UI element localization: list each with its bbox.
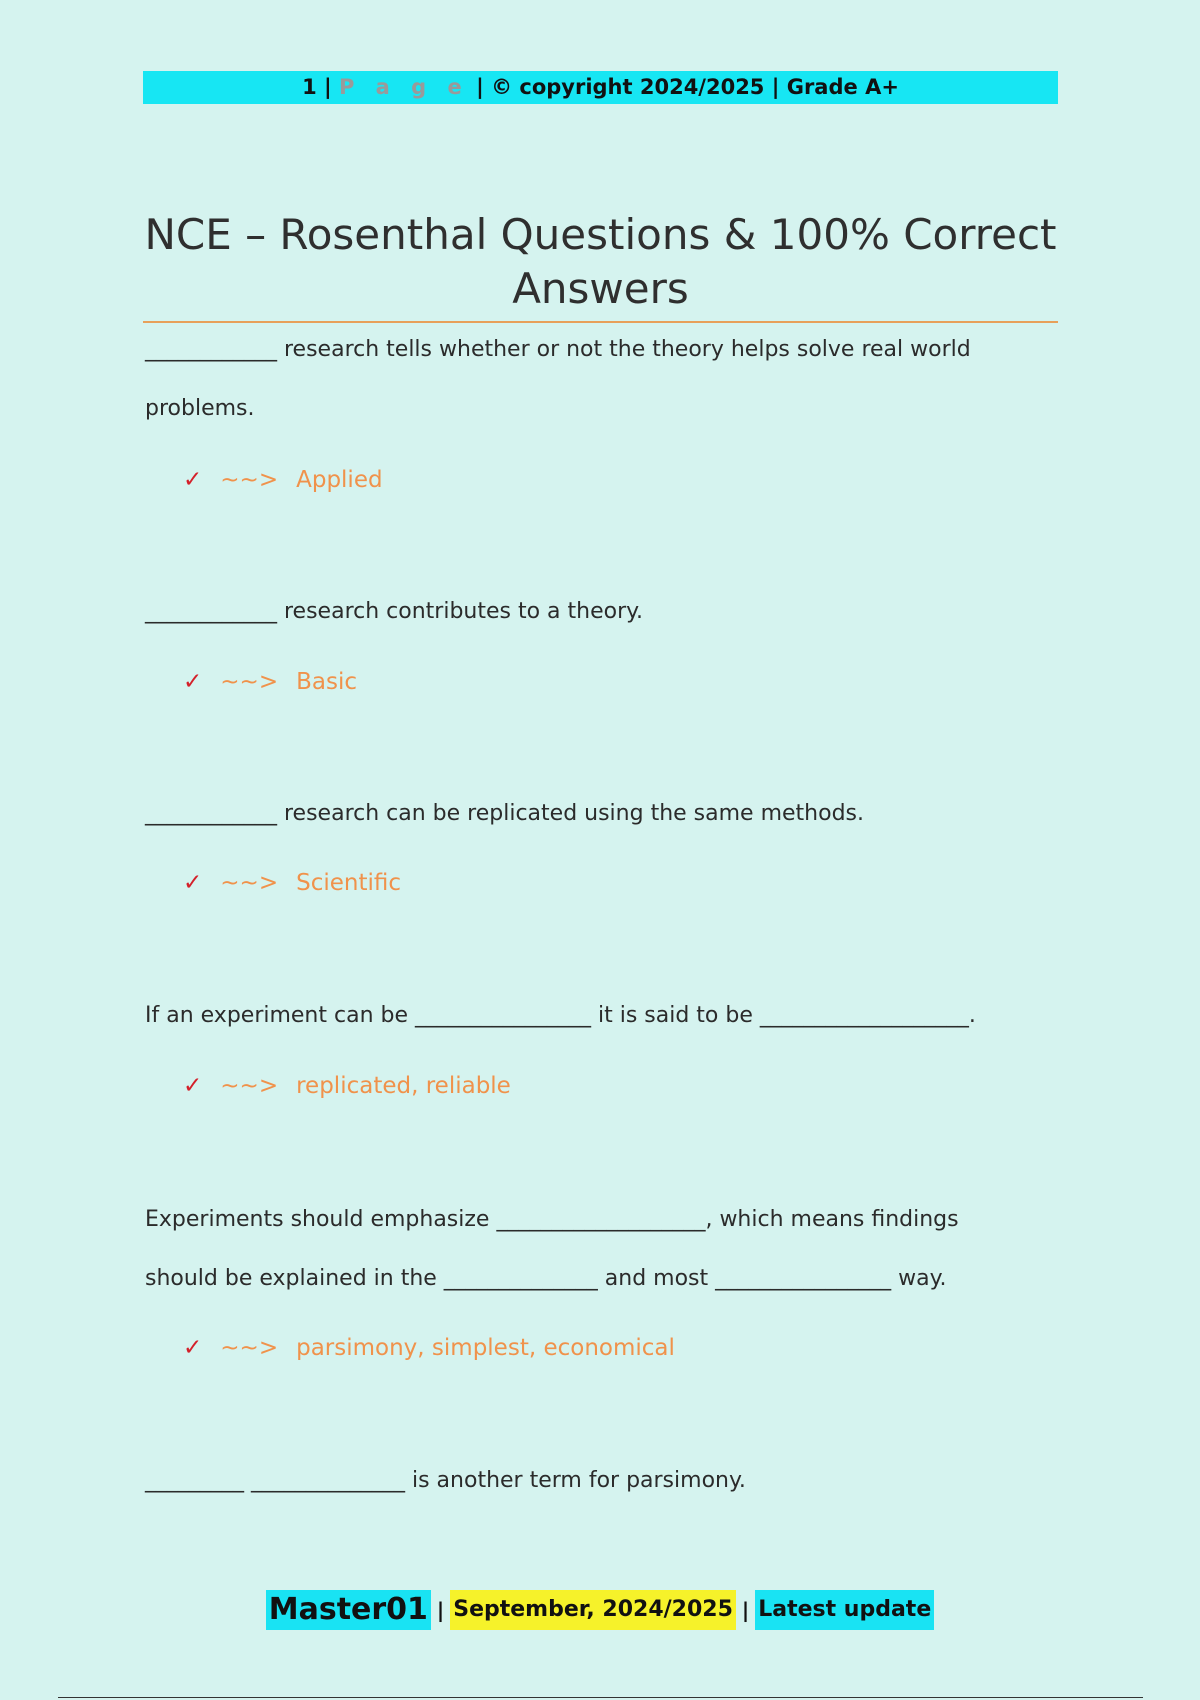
bottom-divider [58,1697,1143,1698]
answer-3 [183,868,401,898]
page-header-bar: 1 | P a g e | © copyright 2024/2025 | Grade A+ [143,71,1058,104]
arrow-icon: ~~> [220,669,279,695]
page-number: 1 [302,75,317,99]
answer-2 [183,667,357,697]
footer-separator: | [436,1598,445,1622]
check-icon: ✓ [183,467,203,493]
check-icon: ✓ [183,1335,203,1361]
page-footer [0,1590,1200,1630]
question-line: _________ ______________ is another term for parsimony. [145,1468,746,1493]
arrow-icon: ~~> [220,870,279,896]
question-6 [145,1451,1045,1510]
grade-text: Grade A+ [786,75,899,99]
question-line: Experiments should emphasize ___________________, which means findings [145,1207,959,1232]
check-icon: ✓ [183,1073,203,1099]
answer-5 [183,1333,675,1363]
question-3 [145,784,1045,843]
copyright-text: © copyright 2024/2025 [491,75,765,99]
question-line: ____________ research can be replicated using the same methods. [145,801,864,826]
question-5 [145,1190,1045,1308]
arrow-icon: ~~> [220,1073,279,1099]
question-line: ____________ research tells whether or not the theory helps solve real world [145,337,971,362]
answer-4 [183,1071,511,1101]
check-icon: ✓ [183,870,203,896]
answer-text: parsimony, simplest, economical [296,1335,675,1361]
answer-text: Applied [296,467,383,493]
answer-text: replicated, reliable [296,1073,511,1099]
arrow-icon: ~~> [220,1335,279,1361]
page-word: P a g e [338,75,469,99]
question-4 [145,986,1045,1045]
question-line: should be explained in the ______________ and most ________________ way. [145,1266,947,1291]
check-icon: ✓ [183,669,203,695]
answer-text: Basic [296,669,358,695]
document-title: NCE – Rosenthal Questions & 100% Correct Answers [144,210,1057,313]
answer-1 [183,465,383,495]
question-1 [145,320,1045,438]
footer-date: September, 2024/2025 [450,1590,736,1630]
footer-update: Latest update [755,1590,934,1630]
question-line: If an experiment can be ________________ it is said to be ___________________. [145,1003,976,1028]
footer-brand: Master01 [266,1590,431,1630]
answer-text: Scientific [296,870,402,896]
question-line: ____________ research contributes to a theory. [145,599,644,624]
question-2 [145,582,1045,641]
footer-separator: | [741,1598,750,1622]
question-line: problems. [145,396,255,421]
arrow-icon: ~~> [220,467,279,493]
